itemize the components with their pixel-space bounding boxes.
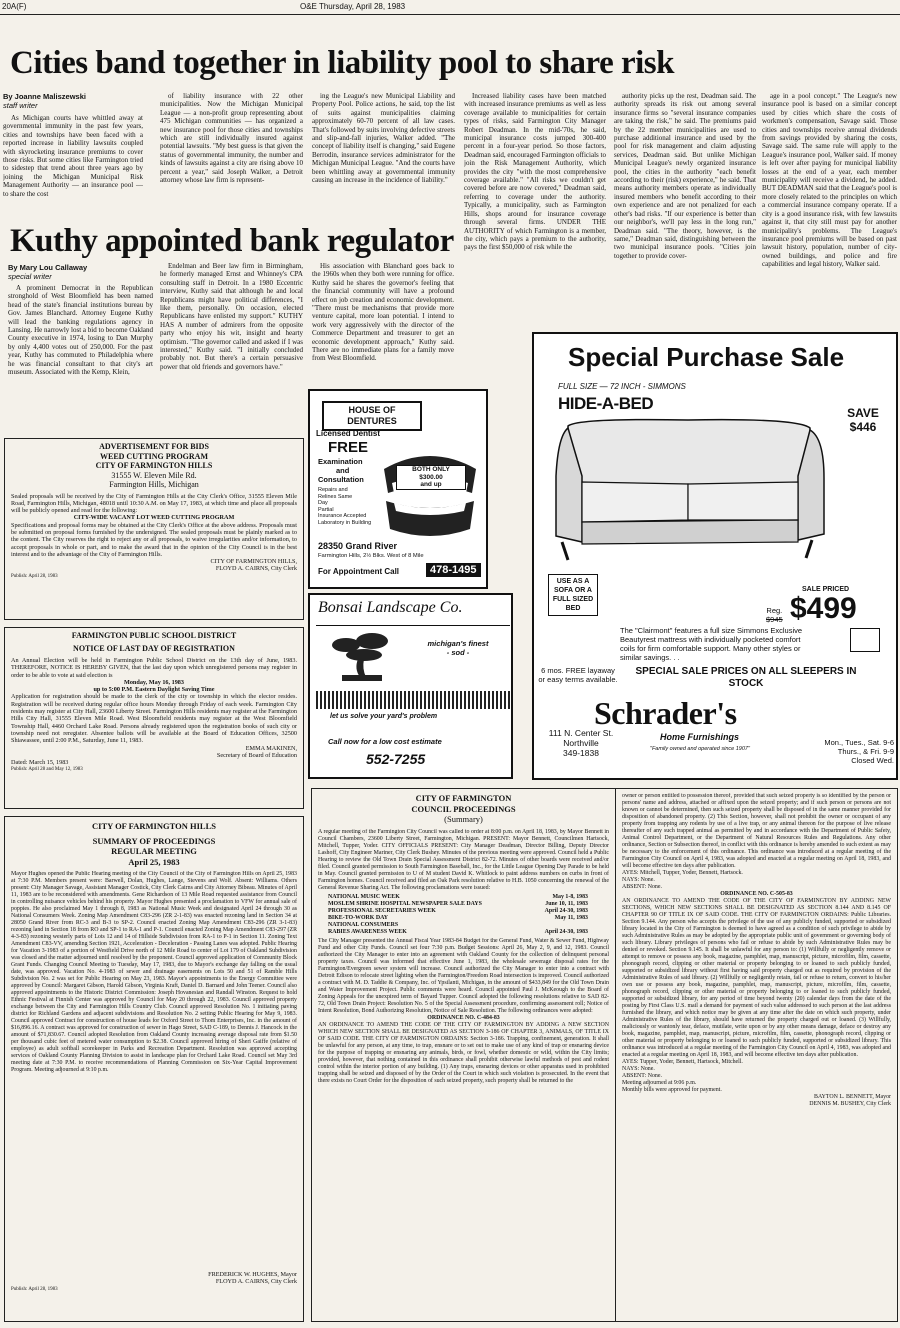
dentures-ad-line10: Insurance Accepted — [318, 513, 367, 519]
story1-col5-text: authority picks up the rest, Deadman said. The authority spreads its risk out among several insurance firms so "several insurance companies are taking the risk," he said. The premiums paid by the 22 member municipalities are used to purchase additional insurance and used by the pool for risk management and claim adjusting services, Deadman said. But unlike Michigan Municipal League's newly organized insurance pool, the cities in the authority "each benefit according to their (risk) experience," he said. That means authority members operate as individually insured members who benefit according to their own experience and are not penalized for each other's bad risks. "If our experience is better than our neighbor's, we'll pay less in the long run," Deadman said. "The theory, however, is the same," Deadman said, distinguishing between the two municipal insurance pools. "Cities join together to provide cover- — [614, 92, 756, 260]
schraders-ad — [532, 332, 898, 780]
council-summary: (Summary) — [444, 814, 483, 824]
bonsai-tree-icon — [324, 631, 394, 683]
folio-page-number: 20A(F) — [2, 2, 27, 11]
proclamation-row — [328, 908, 588, 915]
story1-col2 — [160, 92, 303, 242]
school-notice-title: NOTICE OF LAST DAY OF REGISTRATION — [73, 644, 235, 653]
council-proceedings-continued — [616, 788, 898, 1322]
schraders-ad-hours1: Mon., Tues., Sat. 9-6 — [824, 738, 894, 747]
story1-col3-text: ing the League's new Municipal Liability and Property Pool. Police actions, he said, top the list of suits against municipalities claiming approximately 60-70 percent of all law cases. That's followed by suits involving defective streets and slip-and-fall injuries, Walker added. "The concept of liability itself is changing," said Eugene Berrodin, insurance services administrator for the Michigan Municipal League. "And the courts have been whittling away at governmental immunity causing an increase in the incidence of liability." — [312, 92, 455, 185]
proclamation-row — [328, 901, 588, 908]
school-notice-sig2: Secretary of Board of Education — [216, 751, 297, 759]
ordinance1-nays: NAYS: None. — [622, 877, 655, 883]
council-proceedings — [311, 788, 616, 1322]
schraders-ad-reg-label: Reg. — [766, 606, 783, 615]
school-notice-para1: An Annual Election will be held in Farmington Public School District on the 13th day of June, 1983. THEREFORE, NOTICE IS HEREBY GIVEN, that the last day upon which unregistered persons may register in order to be able to vote at said election is — [11, 657, 297, 679]
dentures-ad-appt: For Appointment Call — [318, 567, 400, 576]
dentures-ad-price-label: BOTH ONLY — [412, 466, 450, 473]
school-notice-date: Monday, May 16, 1983 — [124, 678, 184, 686]
bids-notice-item: CITY-WIDE VACANT LOT WEED CUTTING PROGRAM — [73, 514, 235, 522]
school-notice-dated: Dated: March 15, 1983 — [11, 759, 69, 767]
story2-col1-text: A prominent Democrat in the Republican stronghold of West Bloomfield has been named head of the state's financial institutions bureau by Gov. James Blanchard. Attorney Eugene Kuthy will lead the banking regulations agency in Lansing. He narrowly lost a bid to become Oakland County executive in 1974, losing to Dan Murphy by only 4,400 votes out of 250,000. For the past year, Kuthy has commuted to Philadelphia where he was financial consultant to that city's art museum. Associated with the Kemp, Klein, — [8, 284, 153, 377]
schraders-ad-store-tag: "Family owned and operated since 1907" — [650, 746, 750, 752]
bonsai-ad-tagline — [410, 639, 506, 657]
dentures-illustration — [378, 449, 482, 537]
bids-notice-publish: Publish: April 28, 1983 — [11, 573, 58, 579]
schraders-ad-store: Schrader's — [594, 695, 737, 731]
schraders-ad-address1: 111 N. Center St. — [548, 728, 614, 738]
proclamation-row — [328, 915, 588, 922]
hills-minutes-body: Mayor Hughes opened the Public Hearing meeting of the City Council of the City of Farmington Hills on April 25, 1983 at 7:30 P.M. Members present were: Barwell, Dolan, Hughes, Lange, Stevens and Wolf. Absent: Williams. Others present: City Manager Savage, Assistant Manager Costick, City Clerk Cairns and City Attorney Bibeau. Minutes of April 11, 1983 are to be reconsidered with amendments. Gene Richardson of 13 Mile Road requested assistance from Council in controlling nuisance vehicles behind his property. Mayor Hughes presented a proclamation to VFW for annual sale of poppies. He also proclaimed May 1 through 8, 1983 as National Music Week and designated April 24 through 30 as National Consumers Week. Zoning Map Amendment C83-296 (ZR 2-1-83) was enacted rezoning land in Section 34 at 28050 Grand River from RC-3 and B-3 to SP-2. Council enacted Zoning Map Amendment C83-296 (ZR 3-1-83) rezoning land in Section 18 from RO and SP-1 to RA-1 and P-1. Council enacted Zoning Map Amendment C83-297 (ZR 4-3-83) rezoning westerly parts of Lots 12 and 14 of Hillside Subdivision from RA-1 to P-1 in Section 11. Zoning Text Amendment C83-VV, amending Section 1921, Acceleration - Deceleration - Passing Lanes was adopted. Public Hearing for Vacation 3-1983 of a portion of Westfield Drive north of 12 Mile Road to center of Lot 179 of Oakland Subdivision was closed and the matter adjourned until resolved by the proponent. Council approved application of Community Block Grant Funds. Changing Council Meeting to Tuesday, May 17, 1983, due to Mayor's exchange day falling on the usual date, was approved. Vacation No. 4-1983 of sewer and drainage easements on Lots 50 and 51 of Ramble Hills Subdivision No. 2 was set for Public Hearing on May 23, 1983. Mayor's appointments to the Energy Committee were approved by Council: Margaret Gibson, Harold Gibson, Virginia Kraft, Daniel D. Barnard and John Teener. Council also approved appointments to the Historic District Commission: Joseph Hovanesian and Randall Winston. Request to hold Ethnic Festival at Finnish Center was approved by Council for May 20 through 22, 1983. Council approved property exchange between the City and Farmington Hills Country Club. Council approved Resolution No. 1 initiating paving district for Richland Gardens and adjacent subdivisions and Resolution No. 2 setting Public Hearing for May 9, 1983. Council approved Contract for construction of house leads for Oxford Street to Thom Enterprises, Inc. in the amount of $16,896.16. A contract was approved for construction of sewer in Hago Street, SAD C-189, to Dennis J. Hancock in the amount of $71,830.67. Council adopted Resolution from Oakland County increasing average disposal rate from $1.50 per thousand cubic feet of metered water consumption to $2.38. Council approved hiring of Sheri Gaiffe (relative of employee) as adult softball scorekeeper in Parks and Recreation Department. Resolution was approved accepting services of Oakland County Planning Division to assist in landscape plan for Orchard Lake Road. Council set May 3rd meeting date at 7:30 P.M. to receive recommendations of Planning Commission on Six-Year Capital Improvement Program. Meeting adjourned at 9:10 p.m. — [11, 871, 297, 1073]
ordinance1-absent: ABSENT: None. — [622, 884, 662, 890]
proclamation-name: BIKE-TO-WORK DAY — [328, 914, 389, 921]
ordinance1-text: AN ORDINANCE TO AMEND THE CODE OF THE CITY OF FARMINGTON BY ADDING A NEW SECTION WHICH NEW SECTION SHALL BE DESIGNATED AS SECTION 3-186 OF CHAPTER 3, ANIMALS, OF TITLE IX OF SAID CODE. THE CITY OF FARMINGTON ORDAINS: Section 3-186. Trapping, confinement, generation. It shall be unlawful for any person, at any time, to trap, ensnare or to set out to make use of any kind of trap or ensnaring device for the purpose of trapping or ensnaring any animals, birds, or fowl, whether domestic or wild, within the City limits; provided, however, that nothing contained in this ordinance shall prohibit otherwise lawful methods of pest and rodent control within the interior portion of any building. (1) Any traps, ensnaring devices or other apparatus used in prohibited trapping shall be seized and disposed of by the Order of the Court in which such violation is prosecuted. In the event that there exists no Court Order for the disposition of such seized property, such property shall be returned to the — [318, 1021, 609, 1084]
schraders-ad-reg-price: $945 — [766, 615, 783, 624]
school-notice-sig1: EMMA MAKINEN, — [245, 744, 297, 752]
schraders-ad-phone: 349-1838 — [563, 748, 599, 758]
proclamation-dates: April 24-30, 1983 — [544, 907, 588, 914]
proclamation-row — [328, 922, 588, 929]
dentures-ad-free: FREE — [328, 439, 369, 456]
schraders-ad-desc: The "Clairmont" features a full size Simmons Exclusive Beautyrest mattress with individually pocketed comfort coils for firm comfortable support. Many other styles or similar savings. . . — [620, 626, 803, 662]
proclamation-name: NATIONAL CONSUMERS — [328, 921, 399, 928]
dentures-ad-address: 28350 Grand River — [318, 541, 398, 551]
proclamation-dates: May 1-8, 1983 — [552, 893, 588, 900]
schraders-ad-save-label: SAVE — [847, 406, 879, 420]
bonsai-ad-tagline2: - sod - — [446, 648, 470, 657]
story1-col1-text: As Michigan courts have whittled away at governmental immunity in the past few years, cities and townships have been faced with a reported increase in liability lawsuits coupled with skyrocketing insurance premiums to cover those risks. But some cities like Farmington tried to sidestep that trend about three years ago by joining the Michigan Municipal Risk Management Authority — an insurance pool — to share the cost — [3, 114, 143, 198]
dentures-ad-line4: and — [336, 466, 350, 475]
sofa-bed-illustration — [548, 416, 828, 566]
bids-notice-program: WEED CUTTING PROGRAM — [99, 451, 208, 461]
dentures-ad-name: HOUSE OF DENTURES — [322, 401, 422, 431]
schraders-ad-sale-label: SALE PRICED — [802, 586, 850, 593]
dentures-ad-line1: Licensed Dentist — [316, 429, 381, 438]
schraders-ad-product: HIDE-A-BED — [558, 394, 654, 413]
bonsai-ad-grass — [316, 691, 510, 709]
bonsai-illustration — [324, 631, 394, 683]
schraders-ad-save — [838, 406, 888, 434]
bids-notice-city-state: Farmington Hills, Michigan — [109, 480, 199, 489]
simmons-logo-icon — [850, 628, 880, 652]
dentures-ad-line6: Repairs and — [318, 487, 348, 493]
school-notice-time: up to 5:00 P.M. Eastern Daylight Saving Time — [93, 686, 215, 694]
story2-col3-text: His association with Blanchard goes back to the 1960s when they both were running for office. Kuthy said he shares the governor's feeling that the financial community will have a profound effect on job creation and economic development. "There must be mechanisms that provide more venture capital, more loan potential. I intend to work very aggressively with the director of the Commerce Department and treasurer to get an economic development approach," Kuthy said. There are no immediate plans for a family move from West Bloomfield. — [312, 262, 454, 363]
bonsai-ad — [308, 593, 513, 779]
top-rule — [0, 14, 900, 15]
bids-notice-title: ADVERTISEMENT FOR BIDS — [99, 442, 209, 451]
schraders-ad-store-sub: Home Furnishings — [660, 732, 740, 742]
proclamation-name: MOSLEM SHRINE HOSPITAL NEWSPAPER SALE DAYS — [328, 900, 482, 907]
hills-minutes-publish: Publish: April 28, 1983 — [11, 1286, 58, 1292]
schraders-ad-reg — [766, 606, 783, 624]
schraders-ad-hours — [804, 738, 894, 765]
dentures-ad-line11: Laboratory in Building — [318, 519, 372, 526]
bids-notice — [4, 438, 304, 620]
council-intro: A regular meeting of the Farmington City Council was called to order at 8:00 p.m. on April 18, 1983, by Mayor Bennett in Council Chambers, 23600 Liberty Street, Farmington, Michigan. PRESENT: Mayor Bennett, Councilmen Hartsock, Mitchell, Tupper, Yoder. CITY OFFICIALS PRESENT: City Manager Deadman, Director Billing, Deputy Director Lashoff, City Engineer Mariner, City Clerk Bushey. Minutes of the previous meeting were approved. Council held a Public Hearing to review the Old Town Drain Special Assessment District 82-72. Minutes of other boards were received and/or filed. Council granted permission to South Farmington Baseball, Inc., for the Little League Opening Day Parade to be held in May. Council granted permission to U of M student David K. Whitlock to paint address numbers on curbs in front of Farmington homes. Council received and filed an Oak Park resolution relative to H.B. 1050 concerning the renewal of the General Revenue Sharing Act. The following proclamations were issued: — [318, 828, 609, 891]
bonsai-ad-name: Bonsai Landscape Co. — [318, 599, 463, 616]
council-sig1: BAYTON L. BENNETT, Mayor — [814, 1094, 891, 1100]
byline-name: By Joanne Maliszewski — [3, 92, 86, 101]
proclamation-name: PROFESSIONAL SECRETARIES WEEK — [328, 907, 436, 914]
schraders-ad-save-amount: $446 — [849, 420, 877, 434]
ordinance2-absent: ABSENT: None. — [622, 1073, 662, 1079]
proclamation-name: RABIES AWARENESS WEEK — [328, 928, 407, 935]
dentures-ad-line3: Examination — [318, 457, 363, 466]
schraders-ad-special: SPECIAL SALE PRICES ON ALL SLEEPERS IN STOCK — [635, 666, 857, 689]
dentures-ad — [308, 389, 488, 589]
story1-col6-text: age in a pool concept." The League's new insurance pool is based on a similar concept used by cities which share the costs of workmen's compensation, Savage said. Those cities and townships receive annual dividends from savings provided by sharing the costs, Savage said. The same rule will apply to the League's insurance pool, Walker said. If money is left over after paying for municipal liability losses at the end of a year, each member municipality will receive a dividend, he added. BUT DEADMAN said that the League's pool is more closely related to the principles on which a commercial insurance company operate. If a city is a good insurance risk, with few lawsuits against it, that city still must pay for another municipality's problems. The League's insurance pool premiums will be based on past lawsuit history, population, number of city-owned buildings, and police and fire capabilities and legal history, Walker said. — [762, 92, 897, 269]
story1-byline — [3, 92, 143, 110]
school-notice-district: FARMINGTON PUBLIC SCHOOL DISTRICT — [71, 631, 237, 640]
hills-minutes-date: April 25, 1983 — [128, 856, 180, 867]
folio-date: O&E Thursday, April 28, 1983 — [300, 2, 406, 11]
dentures-ad-price: $300.00 — [419, 473, 443, 481]
proclamation-name: NATIONAL MUSIC WEEK — [328, 893, 400, 900]
ordinance1-title: ORDINANCE NO. C-484-83 — [427, 1014, 500, 1021]
sofa-bed-icon — [548, 416, 828, 566]
dentures-ad-line9: Partial — [318, 506, 334, 513]
proclamation-row — [328, 929, 588, 936]
proclamation-dates: June 10, 11, 1983 — [545, 900, 588, 907]
dentures-ad-price-note: and up — [420, 481, 442, 488]
schraders-ad-address — [538, 728, 624, 758]
proclamation-row — [328, 894, 588, 901]
hills-minutes-title: SUMMARY OF PROCEEDINGS — [92, 835, 216, 846]
dentures-ad-services — [318, 487, 378, 526]
council-city: CITY OF FARMINGTON — [415, 793, 512, 803]
council-col2-body: owner or person entitled to possession thereof, provided that such seized property is so identified by the person or persons' name and address, attached or affixed upon the seized property; and if such person or persons are not known or cannot be determined, then such seized property shall be disposed of in the same manner provided for disposition of abandoned property. (2) This Section, however, shall not prohibit the owner or occupant of any property from trapping any rodents by use of a live trap, or any animal thereon for the purpose of live release thereafter of any such trapped animal as permitted by and in accordance with the Department of Public Safety, Animal Control Department, or the Department of Natural Resources Rules and Regulations. Any other ordinance, Section or Subsection thereof, in conflict with this ordinance is hereby amended to such extent as may be necessary to the enforcement of this ordinance. This ordinance was introduced at a regular meeting of the Farmington City Council on April 4, 1983, was adopted and enacted at a regular meeting on April 18, 1983, and will become effective ten days after publication. — [622, 793, 891, 869]
schraders-ad-address2: Northville — [563, 738, 599, 748]
proclamation-dates: April 24-30, 1983 — [544, 928, 588, 935]
story2-headline: Kuthy appointed bank regulator — [10, 222, 460, 260]
hills-minutes — [4, 816, 304, 1322]
story1-headline: Cities band together in liability pool to share risk — [10, 45, 675, 81]
dentures-ad-price-box — [396, 465, 466, 490]
bids-notice-sig2: FLOYD A. CAIRNS, City Clerk — [215, 565, 297, 573]
byline-title: special writer — [8, 272, 52, 281]
bids-notice-para2: Specifications and proposal forms may be obtained at the City Clerk's Office at the above address. Proposals must be submitted on proposal forms furnished by the undersigned. The sealed proposals must be plainly marked as to the content. The City reserves the right to reject any or all proposals, to waive irregularities and/or information, to accept proposals in whole or part, and to make the award that in the opinion of the City Council is in the best interest and to the advantage of the City of Farmington Hills. — [11, 521, 297, 558]
bids-notice-para1: Sealed proposals will be received by the City of Farmington Hills at the City Clerk's Office, 31555 Eleven Mile Road, Farmington Hills, Michigan, 48018 until 10:30 A.M. on May 17, 1983, at which time and place all proposals will be publicly opened and read for the following: — [11, 492, 297, 515]
story1-col2-text: of liability insurance with 22 other municipalities. Now the Michigan Municipal League — a non-profit group representing about 475 Michigan communities — has organized a new insurance pool for those cities and townships which are still individually insured against potential lawsuits. "My best guess is that given the status of governmental immunity, the number and kinds of lawsuits against a city are rising above 10 percent a year," said Joseph Walker, a Detroit attorney whose law firm is represent- — [160, 92, 303, 185]
bids-notice-address: 31555 W. Eleven Mile Rd. — [111, 470, 197, 480]
schraders-ad-hours2: Thurs., & Fri. 9-9 — [837, 747, 894, 756]
dentures-ad-line5: Consultation — [318, 475, 364, 484]
ordinance1-ayes: AYES: Mitchell, Tupper, Yoder, Bennett, Hartsock. — [622, 870, 743, 876]
schraders-ad-hours3: Closed Wed. — [851, 756, 894, 765]
schraders-ad-use-as: USE AS A SOFA OR A FULL SIZED BED — [548, 574, 598, 616]
bonsai-ad-divider — [316, 625, 510, 626]
dentures-ad-line7: Relines Same — [318, 493, 353, 500]
schraders-ad-layaway: 6 mos. FREE layaway or easy terms available. — [538, 666, 618, 684]
story1-col5 — [614, 92, 756, 332]
byline-title: staff writer — [3, 101, 38, 110]
story2-col1 — [8, 284, 153, 434]
story1-col4-text: Increased liability cases have been matched with increased insurance premiums as well as less coverage available to municipalities for certain types of risks, said Farmington City Manager Robert Deadman. In the mid-'70s, he said, municipal insurance costs jumped 300-400 percent in a four-year period. So those factors, Deadman said, encouraged Farmington officials to join the Risk Management Authority, which provides the city "with the most comprehensive coverage available." "All risks we couldn't get covered before are now covered," Deadman said, referring to coverage under the authority. Typically, a municipality, such as Farmington Hills, shops around for insurance coverage through several firms. UNDER THE AUTHORITY of which Farmington is a member, the city, which pays a premium to the authority, pays the first $50,000 of risk while the — [464, 92, 606, 252]
dentures-ad-location: Farmington Hills, 2½ Blks. West of 8 Mile — [318, 553, 424, 559]
story1-col4 — [464, 92, 606, 332]
story1-col6 — [762, 92, 897, 332]
proclamation-dates: May 11, 1983 — [554, 914, 588, 921]
proclamation-list — [328, 894, 609, 936]
story2-col3 — [312, 262, 454, 382]
story2-col2 — [160, 262, 303, 434]
hills-minutes-meeting: REGULAR MEETING — [111, 846, 197, 856]
bids-notice-city: CITY OF FARMINGTON HILLS — [95, 461, 213, 470]
dentures-ad-line8: Day — [318, 500, 328, 506]
bonsai-ad-cta: Call now for a low cost estimate — [328, 737, 442, 746]
bonsai-ad-slogan: let us solve your yard's problem — [330, 713, 438, 720]
school-notice-para2: Application for registration should be made to the clerk of the city or township in which the elector resides. Registration will be received during regular office hours Monday through Friday of each week. Farmington City residents may register at City Hall, 23600 Liberty Street. Farmington Hills residents may register at the Farmington Hills City Hall, 31555 Eleven Mile Road. West Bloomfield residents may register at the West Bloomfield Township Hall, 4460 Orchard Lake Road. Persons already registered upon the registration books of such city or township need not reregister. Absentee ballots will be available at the Board of Education Offices, 32500 Shiawassee, until 2:00 P.M., Saturday, June 11, 1983. — [11, 693, 297, 745]
council-body: The City Manager presented the Annual Fiscal Year 1983-84 Budget for the General Fund, Water & Sewer Fund, Highway Fund and other City Funds. Council set four 7:30 p.m. Budget Sessions: April 26, May 2, 9, and 12, 1983. Council authorized the City Manager to enter into an agreement with Oakland County for the collection of delinquent personal property taxes. Council was informed that effective June 1, 1983, the wholesale sewerage disposal rates for the Farmington/Evergreen sewer system will increase. Council authorized the City Manager to enter into a contract with Detroit Edison to relocate street lighting when the Farmington/Freedom Road intersection is improved. Council authorized a contract with M. D. Taddie & Company, Inc. of Ypsilanti, Michigan, in the amount of $433,849 for the Old Town Drain and Water Improvement Project. Public comments were heard. Council appointed Paul J. McKeough to the Board of Zoning Appeals for the unexpired term of Bayard Tupper. Council adopted the following resolutions relative to SAD 82-72, Old Town Drain Project: Resolution No. 5 of the Special Assessment procedure, confirming assessment roll; Notice of Intent Resolution, Bond Authorizing Resolution, Notice of Sale Resolution. The following ordinances were adopted: — [318, 937, 609, 1014]
council-sig2: DENNIS M. BUSHEY, City Clerk — [809, 1101, 891, 1107]
schraders-ad-price: $499 — [790, 592, 857, 625]
dentures-ad-phone: 478-1495 — [426, 563, 481, 577]
council-footer2: Monthly bills were approved for payment. — [622, 1087, 722, 1093]
dentures-icon — [378, 449, 482, 537]
bonsai-ad-tagline1: michigan's finest — [427, 639, 489, 648]
story2-byline — [8, 263, 148, 281]
school-notice — [4, 627, 304, 809]
story2-col2-text: Endelman and Beer law firm in Birmingham, he formerly managed Ernst and Whinney's CPA consulting staff in Detroit. In a 1980 Eccentric interview, Kuthy said that although he and local Republicans might have political differences, "I like them, personally. On occasion, elected Republicans have enlisted my support." KUTHY HAS A number of admirers from the opposite party who enjoy his wit, insight and hearty optimism. "The governor called and asked if I was interested," Kuthy said. "I initially concluded probably not. But there's a certain persuasive power that old friends and governors have." — [160, 262, 303, 371]
hills-minutes-sig2: FLOYD A. CAIRNS, City Clerk — [215, 1278, 297, 1286]
byline-name: By Mary Lou Callaway — [8, 263, 88, 272]
schraders-ad-subtitle: FULL SIZE — 72 INCH - SIMMONS — [558, 382, 686, 391]
council-title: COUNCIL PROCEEDINGS — [411, 803, 516, 814]
council-footer1: Meeting adjourned at 9:06 p.m. — [622, 1080, 697, 1086]
hills-minutes-sig1: FREDERICK W. HUGHES, Mayor — [208, 1271, 297, 1278]
hills-minutes-city: CITY OF FARMINGTON HILLS — [92, 821, 216, 831]
bids-notice-sig1: CITY OF FARMINGTON HILLS, — [210, 558, 297, 566]
school-notice-publish: Publish: April 28 and May 12, 1983 — [11, 767, 83, 773]
ordinance2-title: ORDINANCE NO. C-505-83 — [720, 891, 793, 897]
ordinance2-nays: NAYS: None. — [622, 1066, 655, 1072]
story1-col3 — [312, 92, 455, 242]
schraders-ad-title: Special Purchase Sale — [568, 342, 845, 372]
ordinance2-ayes: AYES: Tupper, Yoder, Bennett, Hartsock, Mitchell. — [622, 1059, 743, 1065]
bonsai-ad-phone: 552-7255 — [366, 751, 426, 767]
ordinance2-text: AN ORDINANCE TO AMEND THE CODE OF THE CITY OF FARMINGTON BY ADDING NEW SECTIONS, WHICH NEW SECTIONS SHALL BE DESIGNATED AS SECTION 8.144 AND 8.145 OF CHAPTER 90 OF TITLE IX OF SAID CODE. THE CITY OF FARMINGTON ORDAINS: Public Libraries. Section 9.144. Any person who accepts the privilege of the use of any publicly funded, supported or subsidized library located in the City of Farmington is deemed to have agreed as a condition of such privilege to abide by such Administrative Rules as may be adopted by the appropriate public unit of government or governing body of such library. Library privileges of persons who fail or refuse to abide by such Administrative Rules may be denied or revoked. Section 9.145. It shall be unlawful for any person to: (1) Willfully or negligently remove or attempt to remove or possess any book, magazine, pamphlet, map, manuscript, picture, microfilm, film, cassette, phonograph record, clipping or other material or property belonging to or loaned to such publicly funded, supported or subsidized library without first having said property charged out as required by provision of the Administrative Rules of said library. (2) Willfully or negligently retain, fail or refuse to return, convert to his/her own use or possess any book, magazine, pamphlet, map, manuscript, picture, microfilm, film, cassette, phonograph record, clipping or other material or property belonging to or loaned to such publicly funded, supported or subsidized library, for any period of time beyond twenty (20) calendar days from the date of the posting by First Class U.S. mail a demand for payment of such value addressed to such person at the last address furnished the library, and which notice may be given at any time after the date on which such property, under Administrative Rules of the library, should have returned the property charged out or loaned. (3) Willfully, maliciously or wantonly tear, deface, mutilate, write upon or by any other means damage, deface or destroy any book, magazine, pamphlet, map, manuscript, picture, microfilm, film, cassette, phonograph record, clipping or other material or property belonging to or loaned to such publicly funded, supported or subsidized library. This ordinance was introduced at a regular meeting of the Farmington City Council on April 4, 1983, was adopted and enacted at a regular meeting on April 18, 1983, and will become effective ten days after publication. — [622, 898, 891, 1058]
